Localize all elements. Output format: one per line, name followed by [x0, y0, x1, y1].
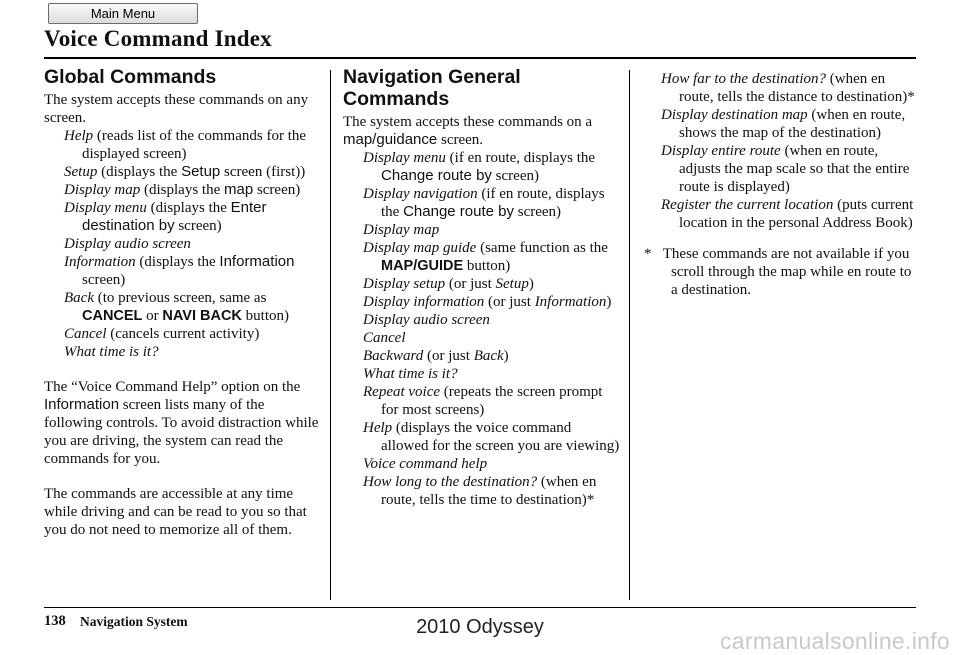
model-watermark: 2010 Odyssey: [416, 616, 544, 638]
command-item: Information (displays the Information screen): [64, 253, 295, 288]
global-commands-intro: The system accepts these commands on any screen.: [44, 92, 309, 126]
command-item: Repeat voice (repeats the screen prompt for most screens): [363, 384, 603, 418]
command-item: Cancel: [363, 330, 406, 346]
command-item: Help (reads list of the commands for the displayed screen): [64, 128, 307, 162]
command-item: Display audio screen: [363, 312, 490, 328]
global-commands-heading: Global Commands: [44, 66, 217, 88]
command-item: Display information (or just Information): [363, 294, 612, 310]
command-item: Display menu (if en route, displays the Change route by screen): [363, 150, 596, 184]
command-item: Display setup (or just Setup): [363, 276, 534, 292]
command-item: Display map: [363, 222, 440, 238]
page-title: Voice Command Index: [44, 26, 272, 51]
command-item: Display destination map (when en route, shows the map of the destination): [661, 107, 906, 141]
command-item: Display audio screen: [64, 236, 191, 252]
command-item: Voice command help: [363, 456, 488, 472]
command-item: Back (to previous screen, same as CANCEL or NAVI BACK button): [64, 290, 289, 324]
main-menu-button[interactable]: Main Menu: [48, 3, 198, 24]
site-watermark: carmanualsonline.info: [719, 628, 950, 654]
command-item: Help (displays the voice command allowed for the screen you are viewing): [363, 420, 620, 454]
navigation-commands-intro: The system accepts these commands on a map/guidance screen.: [343, 114, 593, 148]
column-divider: [330, 70, 331, 600]
global-commands-column: [44, 66, 324, 539]
command-item: Cancel (cancels current activity): [64, 326, 260, 342]
footnote-mark: *: [644, 246, 652, 262]
footnote: * These commands are not available if you scroll through the map while en route to a destination.: [644, 246, 912, 298]
command-item: What time is it?: [363, 366, 458, 382]
section-name: Navigation System: [80, 614, 188, 629]
footer-rule: [44, 607, 916, 608]
command-item: Display navigation (if en route, displays the Change route by screen): [363, 186, 605, 220]
title-rule: [44, 57, 916, 59]
command-item: Setup (displays the Setup screen (first)): [64, 163, 306, 180]
command-item: Backward (or just Back): [363, 348, 509, 364]
command-item: How long to the destination? (when en route, tells the time to destination)*: [363, 474, 597, 508]
accessibility-paragraph: The commands are accessible at any time while driving and can be read to you so that you do not need to memorize all of them.: [44, 486, 307, 538]
navigation-commands-continued: [641, 70, 921, 299]
command-item: Register the current location (puts current location in the personal Address Book): [661, 197, 914, 231]
navigation-commands-heading: Navigation General Commands: [343, 66, 521, 110]
voice-help-paragraph: The “Voice Command Help” option on the Information screen lists many of the following controls. To avoid distraction while you are driving, the system can read the commands for you.: [44, 379, 319, 467]
command-item: Display menu (displays the Enter destination by screen): [64, 199, 267, 234]
column-divider: [629, 70, 630, 600]
command-item: Display map (displays the map screen): [64, 181, 301, 198]
command-item: Display entire route (when en route, adjusts the map scale so that the entire route is displayed): [661, 143, 910, 195]
command-item: How far to the destination? (when en route, tells the distance to destination)*: [661, 71, 915, 105]
command-item: Display map guide (same function as the MAP/GUIDE button): [363, 240, 608, 274]
command-item: What time is it?: [64, 344, 159, 360]
navigation-commands-column: [343, 66, 621, 509]
page-number: 138: [44, 613, 66, 629]
